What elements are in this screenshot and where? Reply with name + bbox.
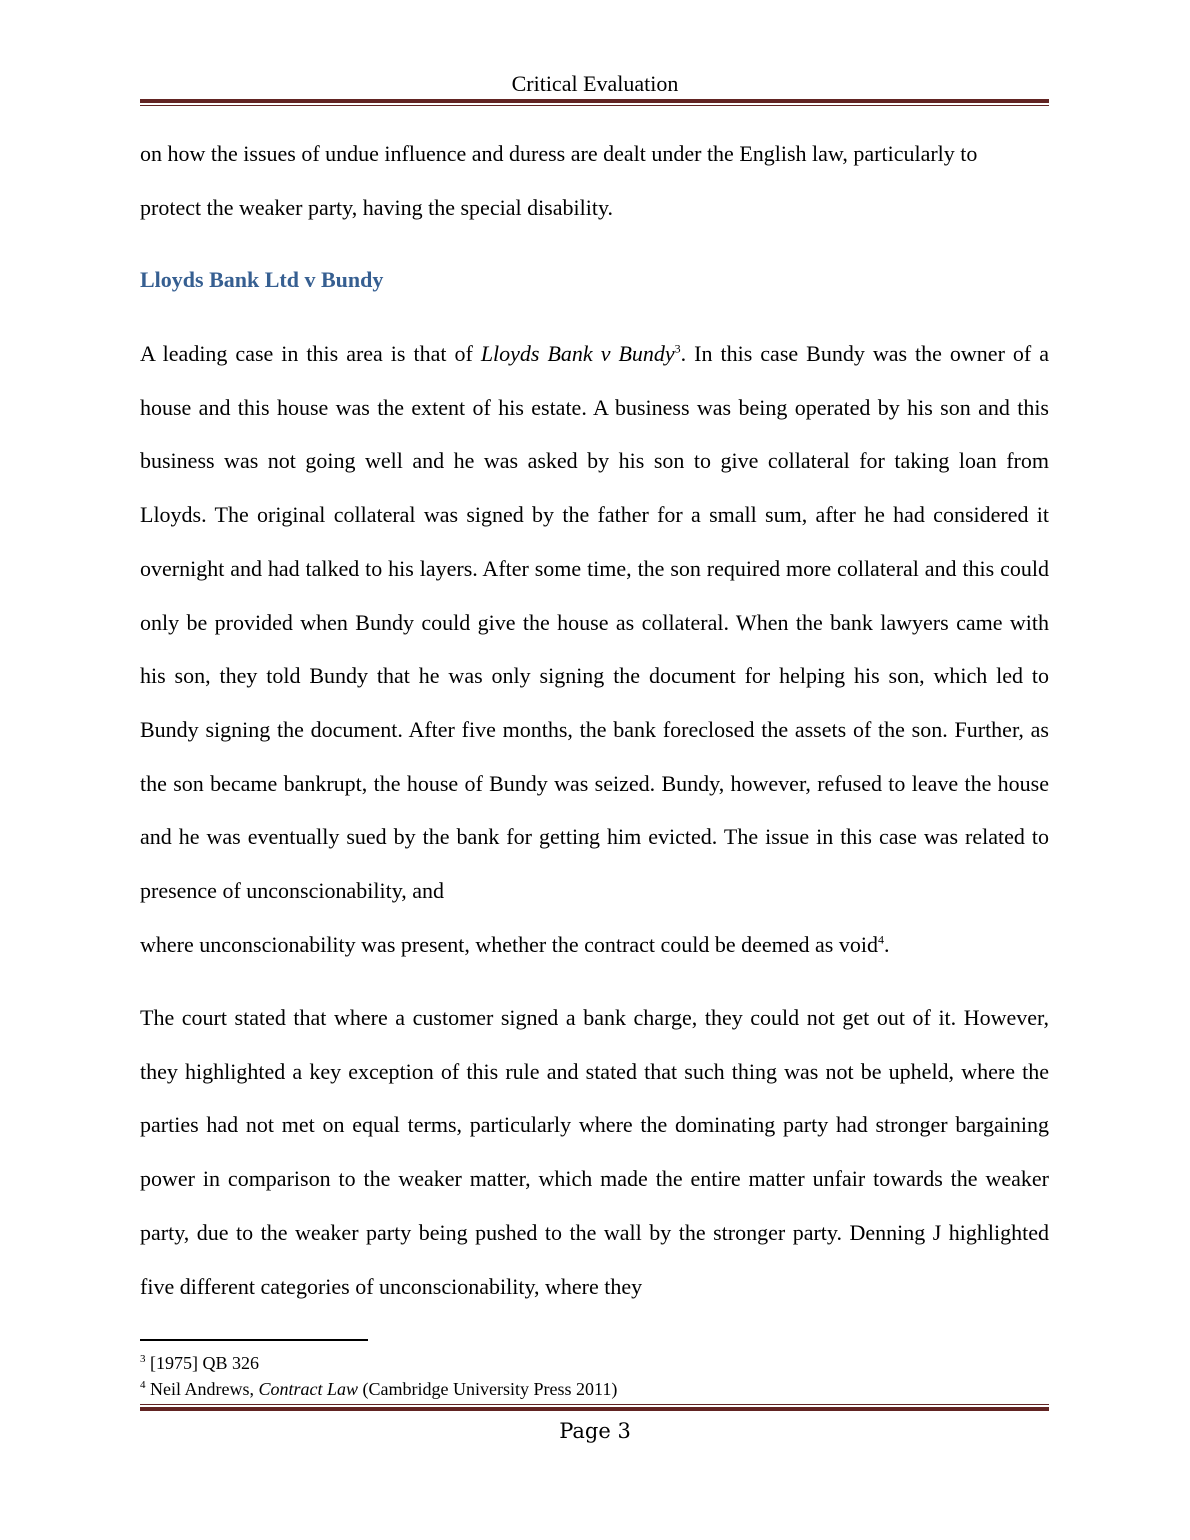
case-name: Lloyds Bank v Bundy	[480, 341, 675, 366]
footnote-4	[140, 1376, 617, 1402]
footnote-ref-3[interactable]: 3	[674, 341, 681, 356]
footnote-separator	[140, 1339, 368, 1341]
para1-pre: A leading case in this area is that of	[140, 341, 481, 366]
running-header-title: Critical Evaluation	[511, 71, 679, 96]
footnote-4-author: Neil Andrews,	[150, 1379, 259, 1399]
para1-body: . In this case Bundy was the owner of a house and this house was the extent of his estate. A business was being operated by his son and this business was not going well and he was asked by his son to give collateral for taking loan from Lloyds. The original collateral was signed by the father for a small sum, after he had considered it overnight and had talked to his layers. After some time, the son required more collateral and this could only be provided when Bundy could give the house as collateral. When the bank lawyers came with his son, they told Bundy that he was only signing the document for helping his son, which led to Bundy signing the document. After five months, the bank foreclosed the assets of the son. Further, as the son became bankrupt, the house of Bundy was seized. Bundy, however, refused to leave the house and he was eventually sued by the bank for getting him evicted. The issue in this case was related to presence of unconscionability, and	[140, 341, 1049, 904]
paragraph-bundy-case	[140, 327, 1049, 971]
header-rule-thin	[140, 105, 1049, 106]
section-heading: Lloyds Bank Ltd v Bundy	[140, 267, 384, 292]
page-number: Page 3	[559, 1419, 631, 1443]
header-rule-thick	[140, 99, 1049, 103]
para1-last-line: where unconscionability was present, whether the contract could be deemed as void$^4$.	[140, 931, 890, 957]
footnote-4-mark: 4	[140, 1379, 146, 1391]
footer-rule-thick	[140, 1407, 1049, 1411]
footnote-4-title: Contract Law	[258, 1379, 359, 1399]
footer-rule-thin	[140, 1404, 1049, 1405]
para2-body: The court stated that where a customer signed a bank charge, they could not get out of it. However, they highlighted a key exception of this rule and stated that such thing was not be upheld, where the parties had not met on equal terms, particularly where the dominating party had stronger bargaining power in comparison to the weaker matter, which made the entire matter unfair towards the weaker party, due to the weaker party being pushed to the wall by the stronger party. Denning J highlighted five different categories of unconscionability, where they	[140, 1005, 1049, 1299]
intro-line-1: on how the issues of undue influence and duress are dealt under the English law, particularly to	[140, 141, 978, 166]
footnote-3-mark: 3	[140, 1353, 146, 1365]
footnote-ref-4[interactable]: 4	[877, 932, 884, 947]
footnote-3-text: [1975] QB 326	[150, 1353, 259, 1373]
footnote-4-publisher: (Cambridge University Press 2011)	[358, 1379, 618, 1399]
intro-line-2: protect the weaker party, having the special disability.	[140, 194, 614, 220]
footnote-3	[140, 1350, 259, 1376]
paragraph-court-statement	[140, 991, 1049, 1313]
intro-paragraph	[140, 127, 1049, 234]
